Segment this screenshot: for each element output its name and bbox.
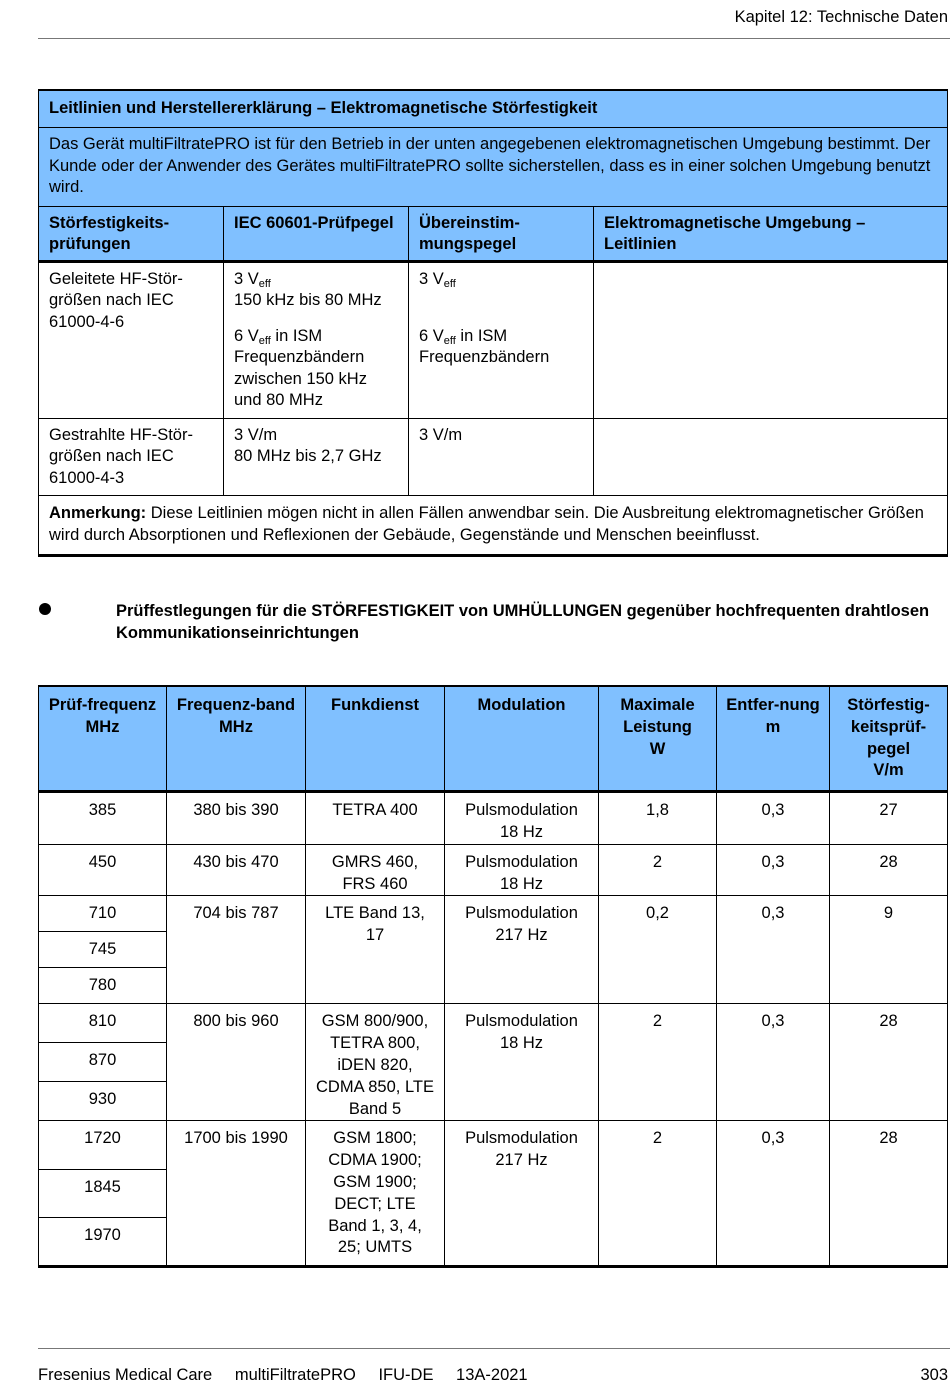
header-rule — [38, 38, 950, 39]
test-frequency: 870 — [39, 1043, 167, 1082]
level-range: 150 kHz bis 80 MHz — [234, 291, 382, 309]
compliance-value: 3 V — [419, 269, 444, 288]
immunity-level: 28 — [830, 1121, 948, 1267]
distance: 0,3 — [717, 1121, 830, 1267]
table-intro-row — [39, 128, 948, 207]
emc-immunity-table — [38, 89, 948, 557]
column-header — [167, 686, 306, 792]
distance: 0,3 — [717, 896, 830, 1004]
note — [39, 496, 948, 556]
table-row — [39, 1004, 948, 1043]
frequency-band: 800 bis 960 — [167, 1004, 306, 1121]
level-value: 3 V/m — [234, 425, 278, 444]
environment-guideline — [594, 418, 948, 496]
test-frequency: 1970 — [39, 1217, 167, 1267]
table-row — [39, 844, 948, 896]
column-header — [830, 686, 948, 792]
immunity-level: 28 — [830, 844, 948, 896]
compliance-level — [409, 261, 594, 418]
compliance-subscript: eff — [443, 334, 456, 347]
test-frequency: 745 — [39, 932, 167, 968]
section-heading: Prüffestlegungen für die STÖRFESTIGKEIT von UMHÜLLUNGEN gegenüber hochfrequenten drahtlosen Kommunikationseinrichtungen — [116, 602, 930, 642]
table-title-row — [39, 90, 948, 128]
distance: 0,3 — [717, 1004, 830, 1121]
level-text: in ISM Frequenzbändern zwischen 150 kHz und 80 MHz — [234, 326, 367, 409]
column-header: Störfestigkeits-prüfungen — [39, 206, 224, 261]
frequency-band: 380 bis 390 — [167, 792, 306, 845]
frequency-band: 430 bis 470 — [167, 844, 306, 896]
test-name: Gestrahlte HF-Stör-größen nach IEC 61000-4-3 — [39, 418, 224, 496]
immunity-level: 27 — [830, 792, 948, 845]
column-header — [599, 686, 717, 792]
modulation: Pulsmodulation 217 Hz — [445, 896, 599, 1004]
note-label: Anmerkung: — [49, 504, 147, 522]
test-frequency: 385 — [39, 792, 167, 845]
column-header-label: Prüf-frequenz — [48, 696, 157, 714]
compliance-level: 3 V/m — [409, 418, 594, 496]
environment-guideline — [594, 261, 948, 418]
test-frequency: 710 — [39, 896, 167, 932]
column-header-unit: MHz — [219, 717, 253, 736]
compliance-subscript: eff — [443, 277, 456, 290]
table-row — [39, 261, 948, 418]
footer-doc: IFU-DE — [378, 1366, 434, 1384]
level-range: 80 MHz bis 2,7 GHz — [234, 447, 382, 465]
table-row — [39, 418, 948, 496]
column-header — [306, 686, 445, 792]
table-header-row — [39, 206, 948, 261]
footer-version: 13A-2021 — [456, 1366, 528, 1384]
test-frequency: 810 — [39, 1004, 167, 1043]
column-header-unit: V/m — [873, 761, 904, 780]
footer-product: multiFiltratePRO — [234, 1366, 356, 1384]
column-header: IEC 60601-Prüfpegel — [224, 206, 409, 261]
column-header — [717, 686, 830, 792]
note-text: Diese Leitlinien mögen nicht in allen Fällen anwendbar sein. Die Ausbreitung elektromagnetischer Größen wird durch Absorptionen und Reflexionen der Gebäude, Gegenstände und Menschen beeinflusst. — [49, 504, 924, 544]
radio-service: GMRS 460, FRS 460 — [306, 844, 445, 896]
test-level — [224, 418, 409, 496]
column-header-label: Störfestig-keitsprüf-pegel — [847, 696, 930, 758]
table-row — [39, 896, 948, 932]
test-frequency: 1845 — [39, 1169, 167, 1217]
frequency-band: 1700 bis 1990 — [167, 1121, 306, 1267]
column-header-unit: m — [765, 717, 781, 736]
compliance-text: in ISM Frequenzbändern — [419, 326, 550, 366]
test-name: Geleitete HF-Stör-größen nach IEC 61000-4-6 — [39, 261, 224, 418]
bullet-icon — [39, 603, 51, 615]
column-header-label: Frequenz-band — [176, 696, 296, 714]
column-header: Übereinstim-mungspegel — [409, 206, 594, 261]
max-power: 2 — [599, 1004, 717, 1121]
note-row — [39, 496, 948, 556]
column-header-label: Funkdienst — [330, 696, 419, 714]
max-power: 2 — [599, 844, 717, 896]
level-subscript: eff — [258, 334, 271, 347]
table-row — [39, 792, 948, 845]
test-level — [224, 261, 409, 418]
modulation: Pulsmodulation 18 Hz — [445, 792, 599, 845]
distance: 0,3 — [717, 844, 830, 896]
table-title: Leitlinien und Herstellererklärung – Elektromagnetische Störfestigkeit — [39, 90, 948, 128]
column-header — [39, 686, 167, 792]
distance: 0,3 — [717, 792, 830, 845]
frequency-band: 704 bis 787 — [167, 896, 306, 1004]
modulation: Pulsmodulation 217 Hz — [445, 1121, 599, 1267]
test-frequency: 780 — [39, 968, 167, 1004]
footer-company: Fresenius Medical Care — [38, 1366, 213, 1384]
column-header — [445, 686, 599, 792]
rf-immunity-table — [38, 685, 948, 1268]
modulation: Pulsmodulation 18 Hz — [445, 1004, 599, 1121]
level-value: 6 V — [234, 326, 259, 345]
compliance-value: 6 V — [419, 326, 444, 345]
immunity-level: 9 — [830, 896, 948, 1004]
table-intro: Das Gerät multiFiltratePRO ist für den Betrieb in der unten angegebenen elektromagnetischen Umgebung bestimmt. Der Kunde oder der Anwender des Gerätes multiFiltratePRO sollte sicherstellen, dass es in einer solchen Umgebung benutzt wird. — [39, 128, 948, 207]
footer — [38, 1366, 546, 1385]
chapter-header: Kapitel 12: Technische Daten — [734, 8, 948, 26]
max-power: 1,8 — [599, 792, 717, 845]
column-header-label: Entfer-nung — [726, 696, 820, 714]
radio-service: GSM 1800; CDMA 1900; GSM 1900; DECT; LTE Band 1, 3, 4, 25; UMTS — [306, 1121, 445, 1267]
column-header-label: Modulation — [477, 696, 566, 714]
test-frequency: 1720 — [39, 1121, 167, 1169]
radio-service: GSM 800/900, TETRA 800, iDEN 820, CDMA 850, LTE Band 5 — [306, 1004, 445, 1121]
test-frequency: 450 — [39, 844, 167, 896]
level-value: 3 V — [234, 269, 259, 288]
table-header-row — [39, 686, 948, 792]
table-row — [39, 1121, 948, 1169]
page-number: 303 — [920, 1366, 948, 1384]
column-header-unit: MHz — [85, 717, 120, 736]
radio-service: TETRA 400 — [306, 792, 445, 845]
modulation: Pulsmodulation 18 Hz — [445, 844, 599, 896]
footer-rule — [38, 1348, 950, 1349]
max-power: 0,2 — [599, 896, 717, 1004]
level-subscript: eff — [258, 277, 271, 290]
column-header-label: Maximale Leistung — [620, 696, 695, 736]
test-frequency: 930 — [39, 1082, 167, 1121]
max-power: 2 — [599, 1121, 717, 1267]
column-header-unit: W — [649, 739, 666, 758]
immunity-level: 28 — [830, 1004, 948, 1121]
radio-service: LTE Band 13, 17 — [306, 896, 445, 1004]
column-header: Elektromagnetische Umgebung – Leitlinien — [594, 206, 948, 261]
